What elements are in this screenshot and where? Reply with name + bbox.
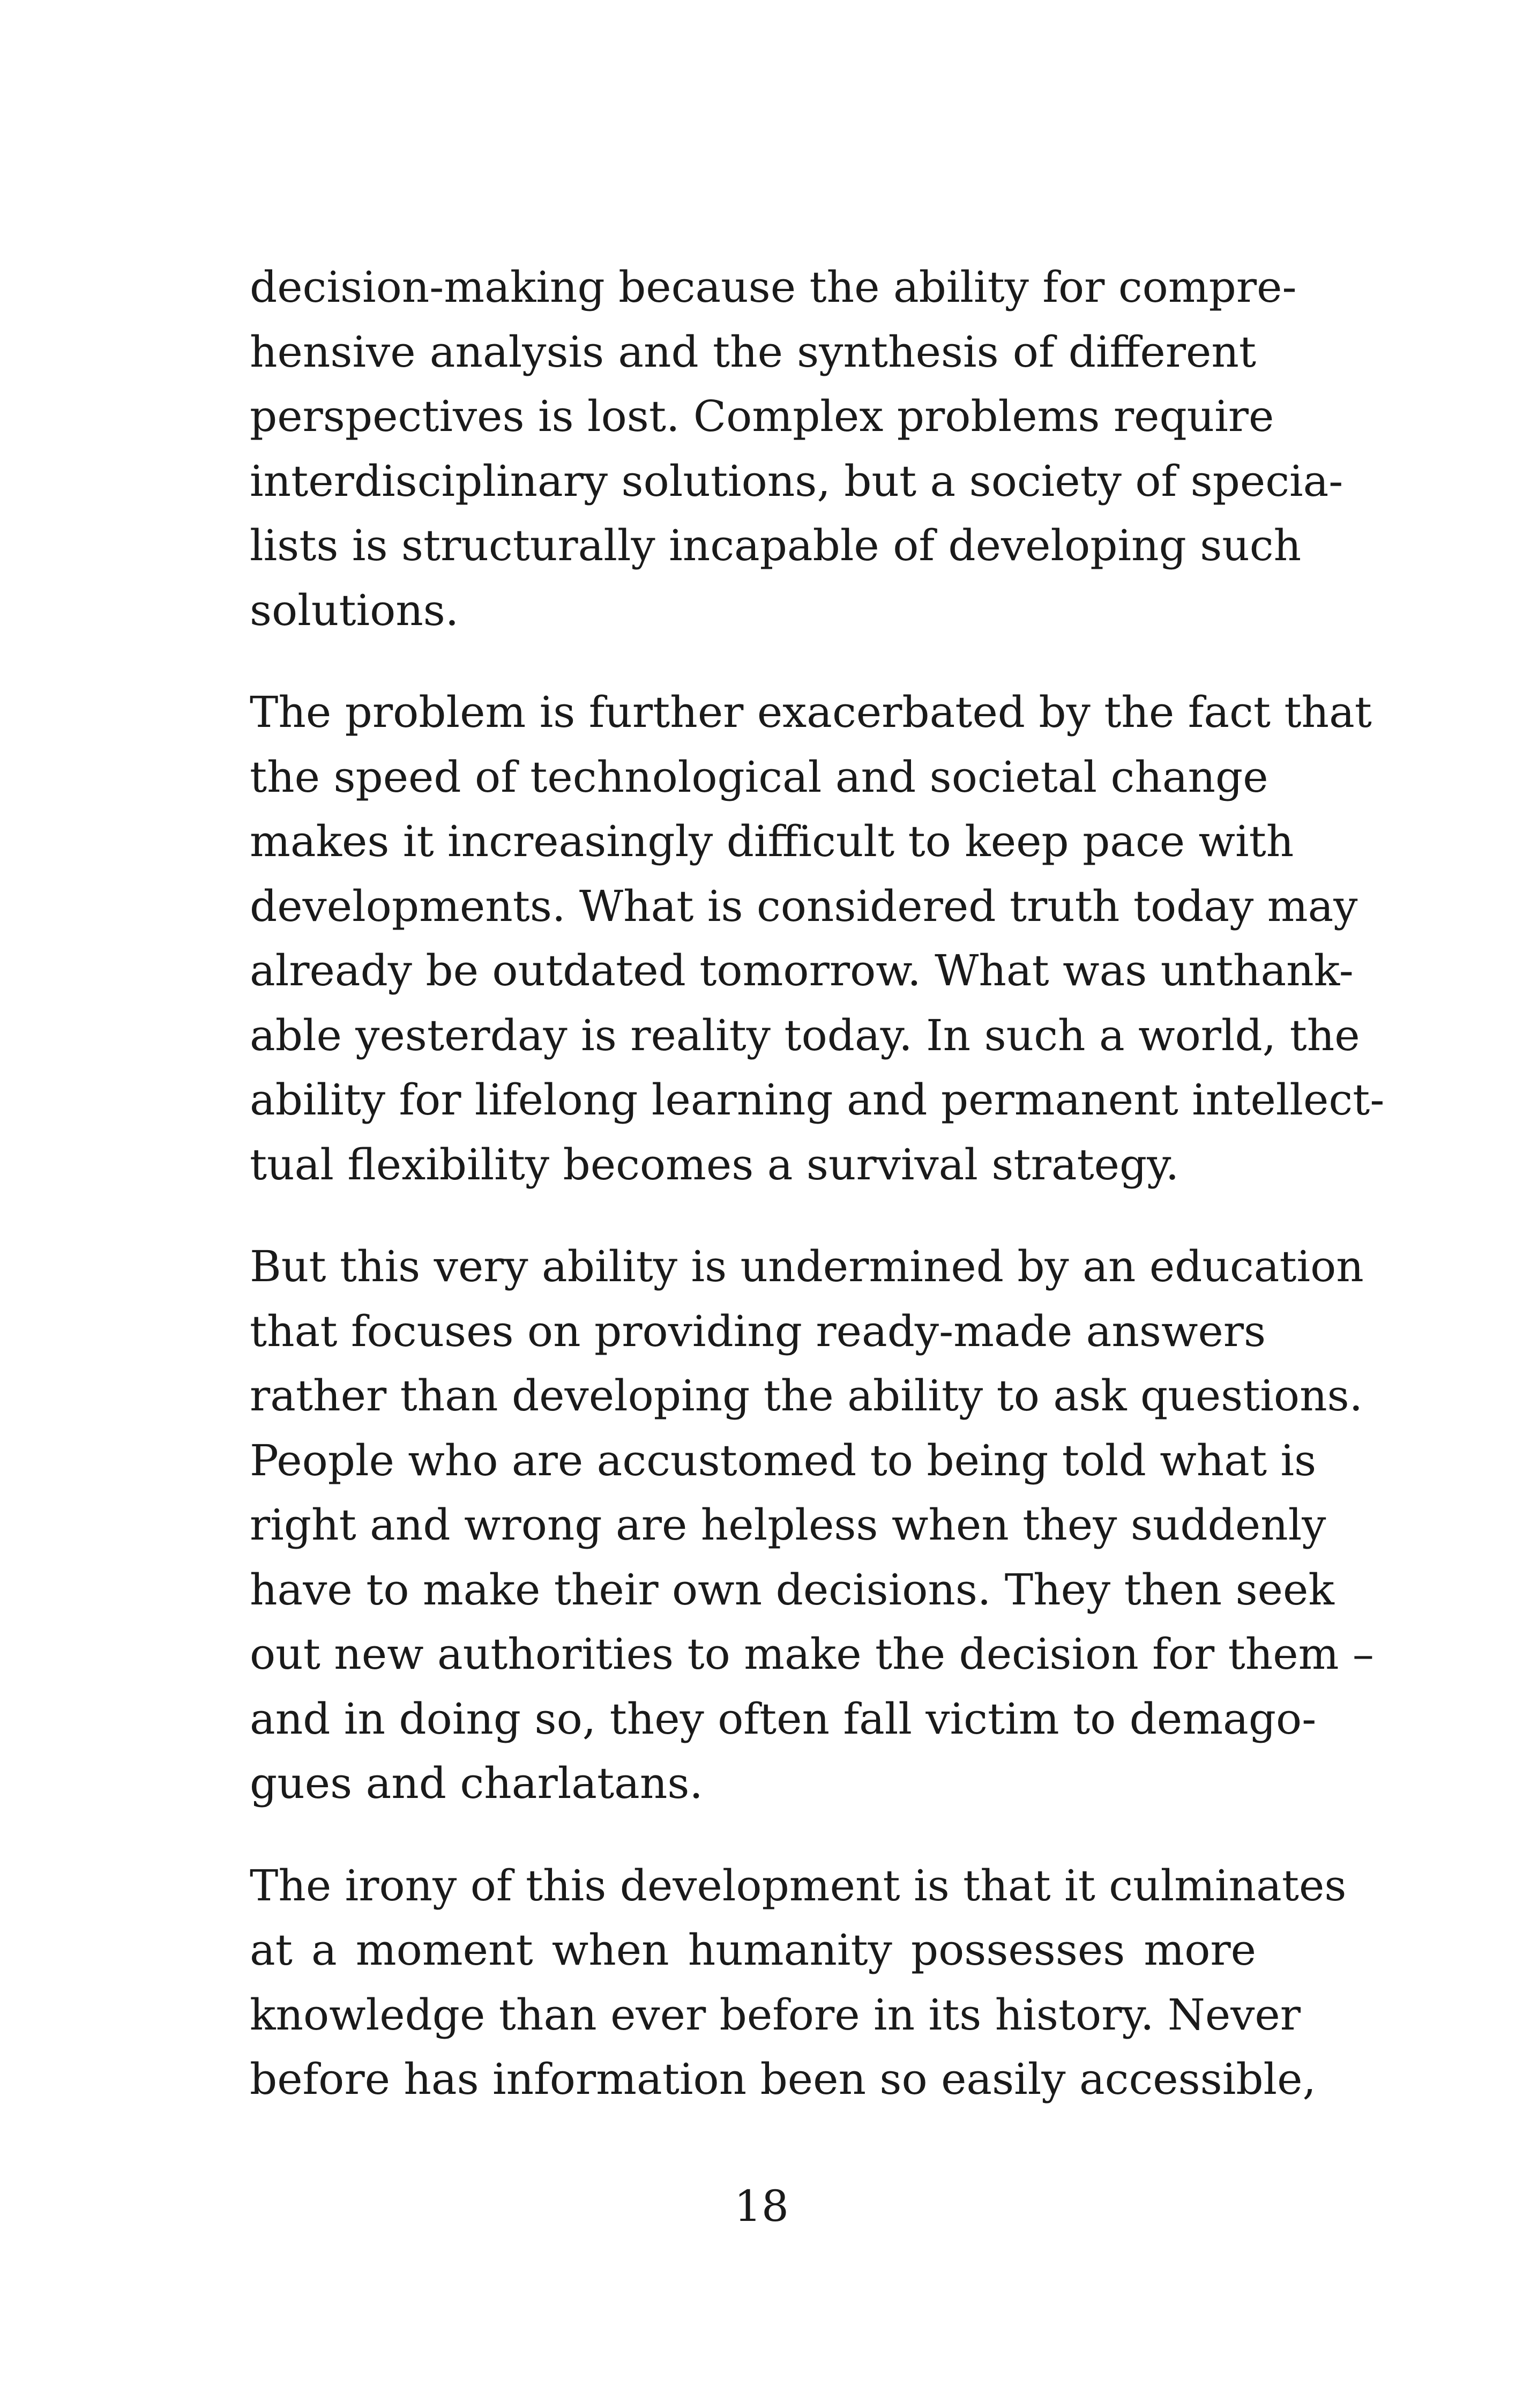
text-line: ability for lifelong learning and permanent intellect-	[250, 1075, 1385, 1125]
text-line: out new authorities to make the decision for them –	[250, 1629, 1374, 1679]
paragraph-3	[250, 1235, 1374, 1816]
paragraph-2	[250, 680, 1385, 1197]
text-line: at a moment when humanity possesses more	[250, 1925, 1256, 1975]
text-line: that focuses on providing ready-made answers	[250, 1306, 1266, 1356]
text-line: The problem is further exacerbated by the fact that	[250, 687, 1372, 737]
text-line: hensive analysis and the synthesis of different	[250, 326, 1256, 377]
page-number: 18	[734, 2181, 789, 2231]
text-line: interdisciplinary solutions, but a society of specia-	[250, 456, 1343, 506]
text-line: gues and charlatans.	[250, 1758, 703, 1808]
text-line: have to make their own decisions. They then seek	[250, 1564, 1334, 1615]
text-line: solutions.	[250, 585, 459, 635]
text-line: already be outdated tomorrow. What was unthank-	[250, 946, 1354, 995]
text-line: But this very ability is undermined by an education	[250, 1242, 1364, 1291]
text-line: able yesterday is reality today. In such a world, the	[250, 1010, 1360, 1060]
text-line: People who are accustomed to being told what is	[250, 1435, 1317, 1485]
text-line: rather than developing the ability to ask questions.	[250, 1371, 1363, 1421]
text-line: knowledge than ever before in its history. Never	[250, 1989, 1301, 2040]
paragraph-4	[250, 1854, 1347, 2112]
text-line: tual flexibility becomes a survival strategy.	[250, 1139, 1179, 1190]
text-line: The irony of this development is that it culminates	[250, 1860, 1347, 1911]
text-line: decision-making because the ability for compre-	[250, 262, 1297, 312]
text-line: and in doing so, they often fall victim to demago-	[250, 1693, 1317, 1744]
text-line: right and wrong are helpless when they suddenly	[250, 1500, 1326, 1550]
text-line: before has information been so easily accessible,	[250, 2054, 1316, 2104]
body-text	[250, 255, 1385, 2150]
text-line: lists is structurally incapable of developing such	[250, 521, 1302, 570]
text-line: perspectives is lost. Complex problems require	[250, 391, 1274, 441]
text-line: developments. What is considered truth today may	[250, 881, 1358, 931]
text-line: the speed of technological and societal change	[250, 752, 1268, 802]
text-line: makes it increasingly difficult to keep pace with	[250, 816, 1294, 866]
paragraph-1	[250, 255, 1343, 643]
